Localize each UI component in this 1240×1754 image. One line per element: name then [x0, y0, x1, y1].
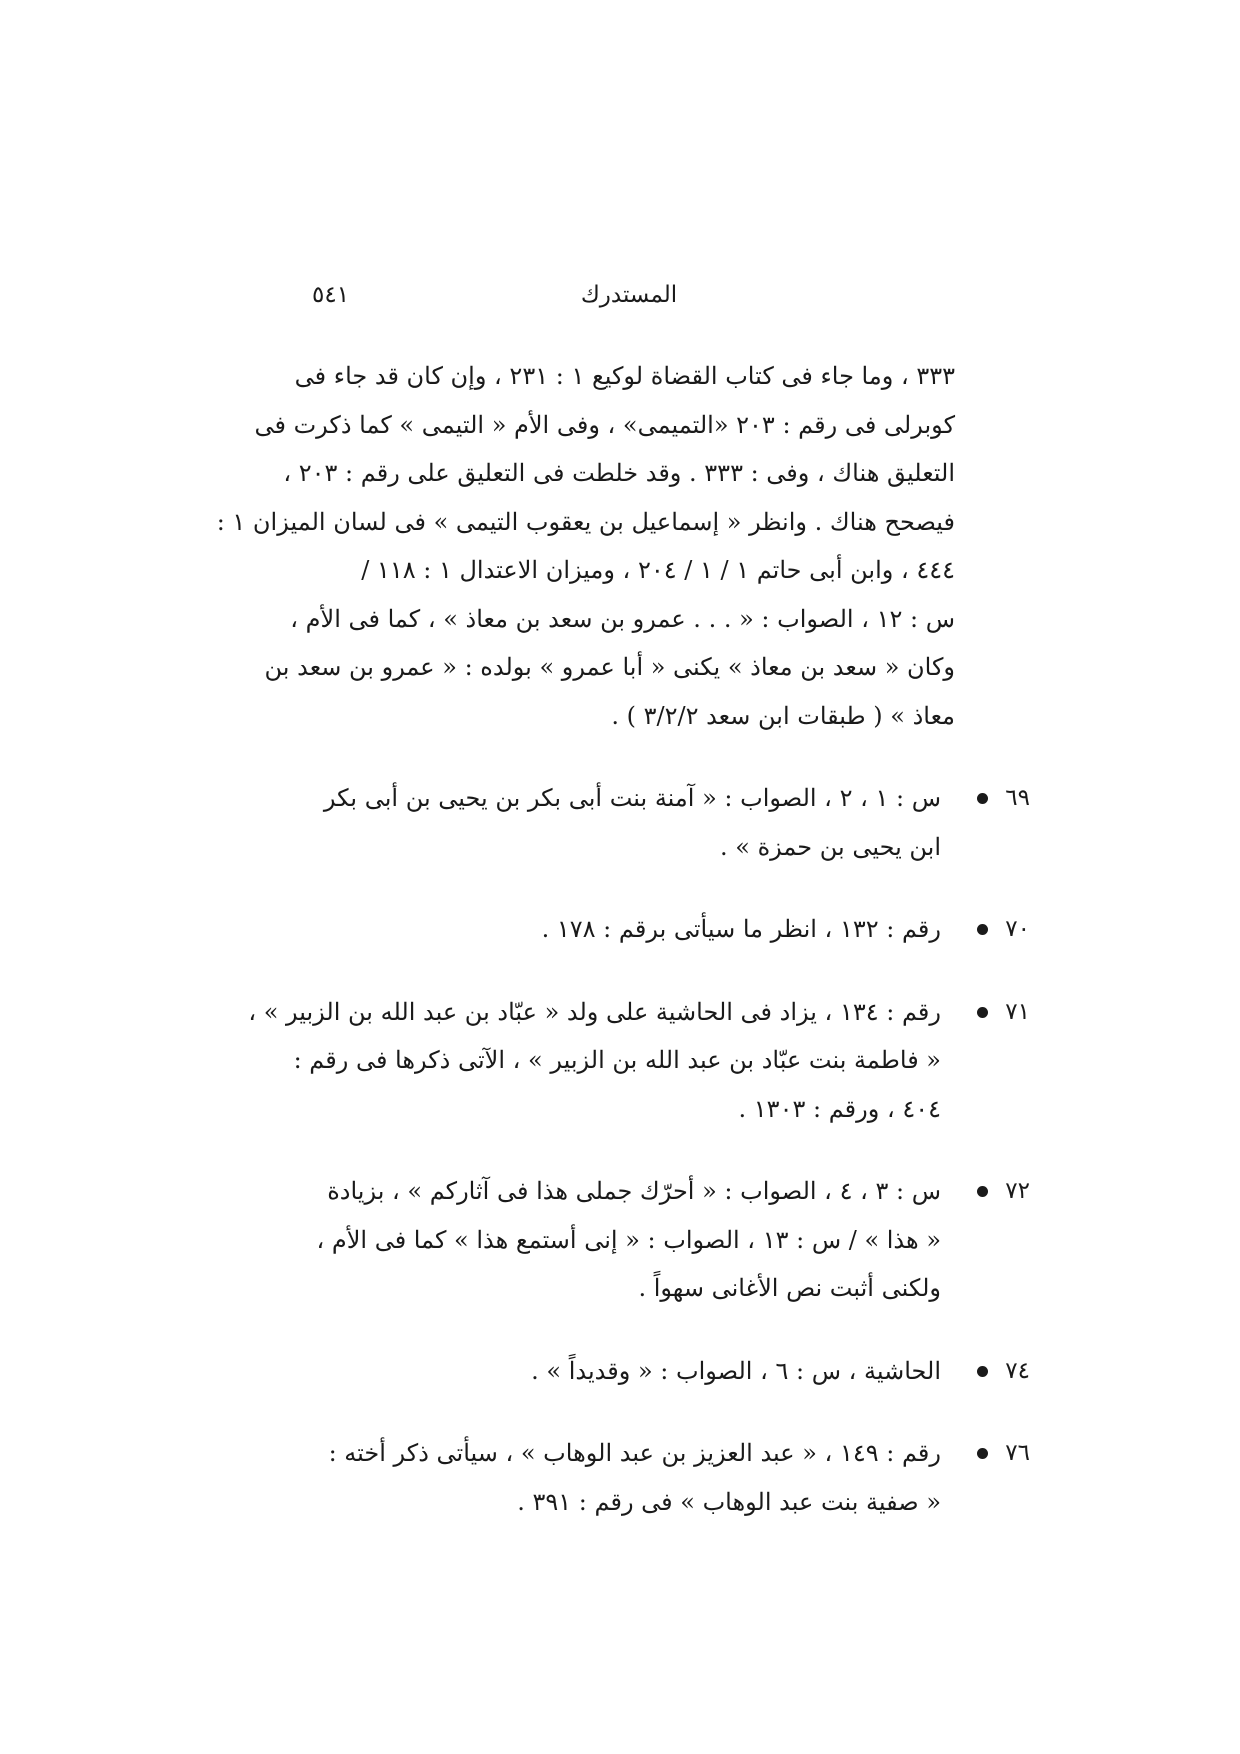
text-line: س : ٣ ، ٤ ، الصواب : « أحرّك جملى هذا فى آثاركم » ، بزيادة [327, 1177, 941, 1205]
page-body [216, 352, 1030, 1526]
page-number: ٥٤١ [312, 282, 350, 308]
text-line: ٤٤٤ ، وابن أبى حاتم ١ / ١ / ٢٠٤ ، وميزان الاعتدال ١ : ١١٨ / [361, 556, 955, 584]
entry-72 [280, 1167, 1030, 1313]
continuation-paragraph [216, 352, 955, 740]
text-line: معاذ » ( طبقات ابن سعد ٣/٢/٢ ) . [611, 701, 955, 730]
text-line: ٣٣٣ ، وما جاء فى كتاب القضاة لوكيع ١ : ٢٣١ ، وإن كان قد جاء فى [294, 362, 955, 390]
entry-number: ٧٦ [1005, 1440, 1030, 1466]
bullet-icon [977, 1366, 988, 1377]
bullet-icon [977, 1186, 988, 1197]
running-title: المستدرك [580, 282, 678, 308]
entry-number: ٧٢ [1005, 1178, 1030, 1204]
text-line: س : ١٢ ، الصواب : « . . . عمرو بن سعد بن معاذ » ، كما فى الأم ، [290, 604, 955, 633]
text-line: ابن يحيى بن حمزة » . [720, 832, 941, 861]
text-line: ٤٠٤ ، ورقم : ١٣٠٣ . [738, 1094, 941, 1123]
entry-69 [280, 774, 1030, 871]
text-line: كوبرلى فى رقم : ٢٠٣ «التميمى» ، وفى الأم « التيمى » كما ذكرت فى [254, 410, 955, 439]
bullet-icon [977, 793, 988, 804]
entry-74 [280, 1347, 1030, 1396]
entry-76 [280, 1429, 1030, 1526]
entry-70 [280, 905, 1030, 954]
text-line: « فاطمة بنت عبّاد بن عبد الله بن الزبير » ، الآتى ذكرها فى رقم : [293, 1046, 941, 1074]
text-line: وكان « سعد بن معاذ » يكنى « أبا عمرو » بولده : « عمرو بن سعد بن [264, 653, 955, 681]
entry-number: ٦٩ [1005, 785, 1030, 811]
bullet-icon [977, 1007, 988, 1018]
text-line: رقم : ١٤٩ ، « عبد العزيز بن عبد الوهاب » ، سيأتى ذكر أخته : [328, 1439, 941, 1467]
entry-number: ٧٠ [1005, 916, 1030, 942]
text-line: رقم : ١٣٤ ، يزاد فى الحاشية على ولد « عبّاد بن عبد الله بن الزبير » ، [248, 997, 941, 1026]
entry-number: ٧١ [1005, 998, 1030, 1025]
text-line: التعليق هناك ، وفى : ٣٣٣ . وقد خلطت فى التعليق على رقم : ٢٠٣ ، [283, 459, 955, 487]
text-line: « هذا » / س : ١٣ ، الصواب : « إنى أستمع هذا » كما فى الأم ، [316, 1225, 941, 1254]
bullet-icon [977, 924, 988, 935]
text-line: رقم : ١٣٢ ، انظر ما سيأتى برقم : ١٧٨ . [541, 915, 941, 943]
entry-number: ٧٤ [1005, 1357, 1030, 1384]
text-line: ولكنى أثبت نص الأغانى سهواً . [638, 1274, 941, 1302]
page-header [300, 282, 958, 322]
text-line: فيصحح هناك . وانظر « إسماعيل بن يعقوب التيمى » فى لسان الميزان ١ : [216, 507, 955, 536]
text-line: الحاشية ، س : ٦ ، الصواب : « وقديداً » . [531, 1356, 941, 1385]
text-line: « صفية بنت عبد الوهاب » فى رقم : ٣٩١ . [517, 1487, 941, 1516]
text-line: س : ١ ، ٢ ، الصواب : « آمنة بنت أبى بكر بن يحيى بن أبى بكر [323, 784, 941, 812]
bullet-icon [977, 1448, 988, 1459]
entry-71 [248, 988, 1030, 1134]
